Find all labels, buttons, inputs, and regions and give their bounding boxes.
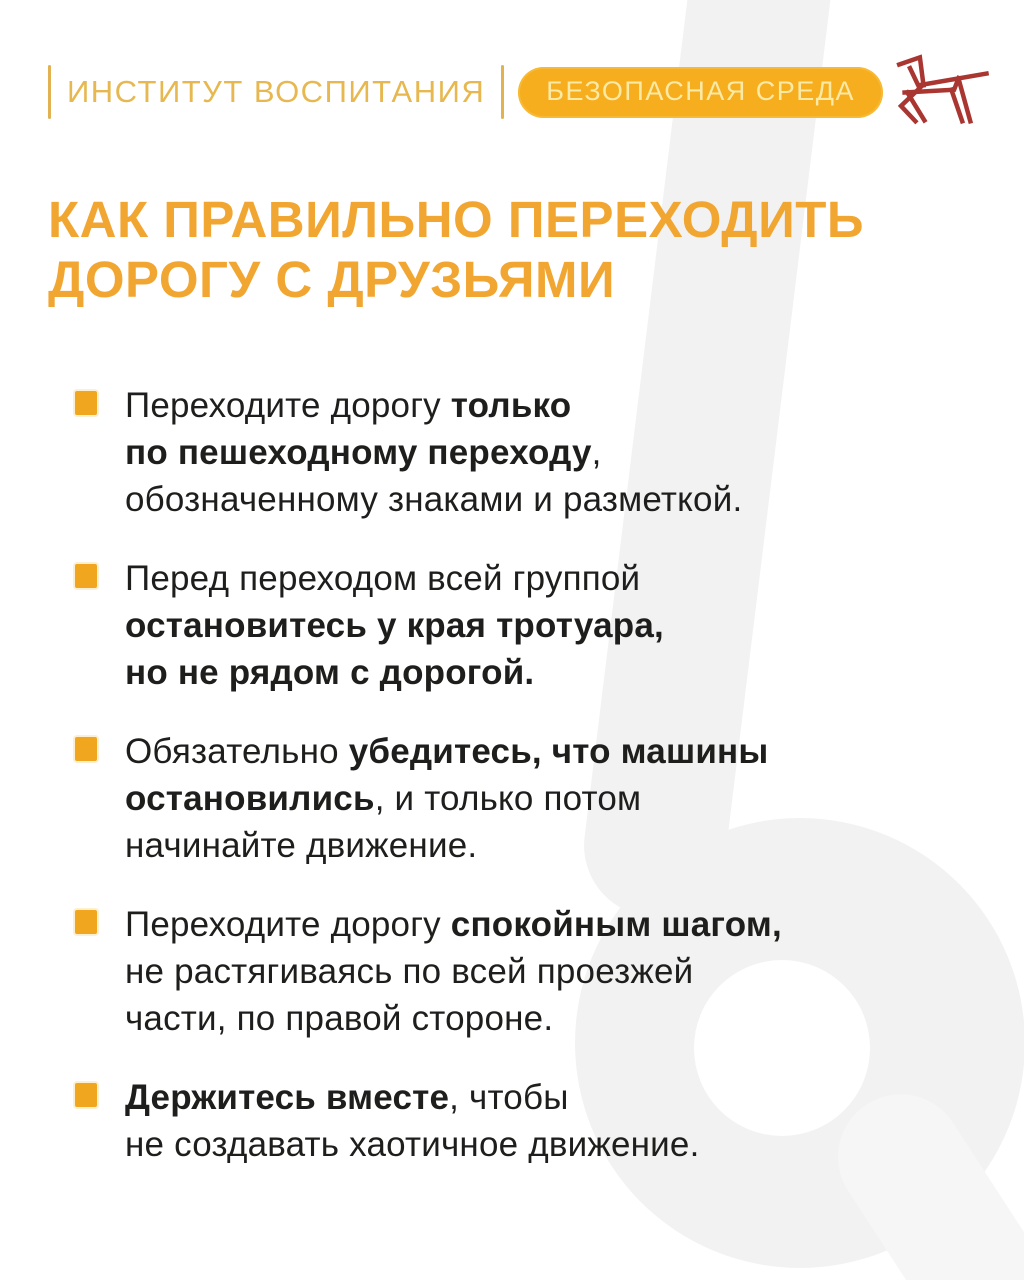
safe-environment-badge: БЕЗОПАСНАЯ СРЕДА bbox=[518, 67, 883, 118]
bullet-square-icon bbox=[75, 564, 97, 588]
list-item bbox=[75, 555, 1008, 696]
bullet-square-icon bbox=[75, 910, 97, 934]
list-item-text: Переходите дорогу спокойным шагом, не растягиваясь по всей проезжей части, по правой стороне. bbox=[125, 905, 782, 1038]
list-item-text: Перед переходом всей группой остановитесь у края тротуара, но не рядом с дорогой. bbox=[125, 559, 664, 692]
header-divider-left bbox=[48, 65, 51, 119]
list-item-text: Переходите дорогу только по пешеходному переходу, обозначенному знаками и разметкой. bbox=[125, 386, 743, 519]
header bbox=[48, 48, 990, 136]
list-item bbox=[75, 728, 1008, 869]
list-item-text: Обязательно убедитесь, что машины остановились, и только потом начинайте движение. bbox=[125, 732, 769, 865]
list-item bbox=[75, 901, 1008, 1042]
page-title-line2: ДОРОГУ С ДРУЗЬЯМИ bbox=[48, 251, 616, 308]
rules-list bbox=[75, 382, 1008, 1200]
bullet-square-icon bbox=[75, 1083, 97, 1107]
page-title-line1: КАК ПРАВИЛЬНО ПЕРЕХОДИТЬ bbox=[48, 191, 865, 248]
page-title bbox=[48, 190, 864, 310]
bullet-square-icon bbox=[75, 737, 97, 761]
list-item-text: Держитесь вместе, чтобы не создавать хаотичное движение. bbox=[125, 1078, 700, 1164]
bullet-square-icon bbox=[75, 391, 97, 415]
stick-horse-logo-icon bbox=[883, 48, 991, 136]
header-divider-right bbox=[501, 65, 504, 119]
list-item bbox=[75, 1074, 1008, 1168]
brand-name: ИНСТИТУТ ВОСПИТАНИЯ bbox=[67, 74, 486, 109]
list-item bbox=[75, 382, 1008, 523]
